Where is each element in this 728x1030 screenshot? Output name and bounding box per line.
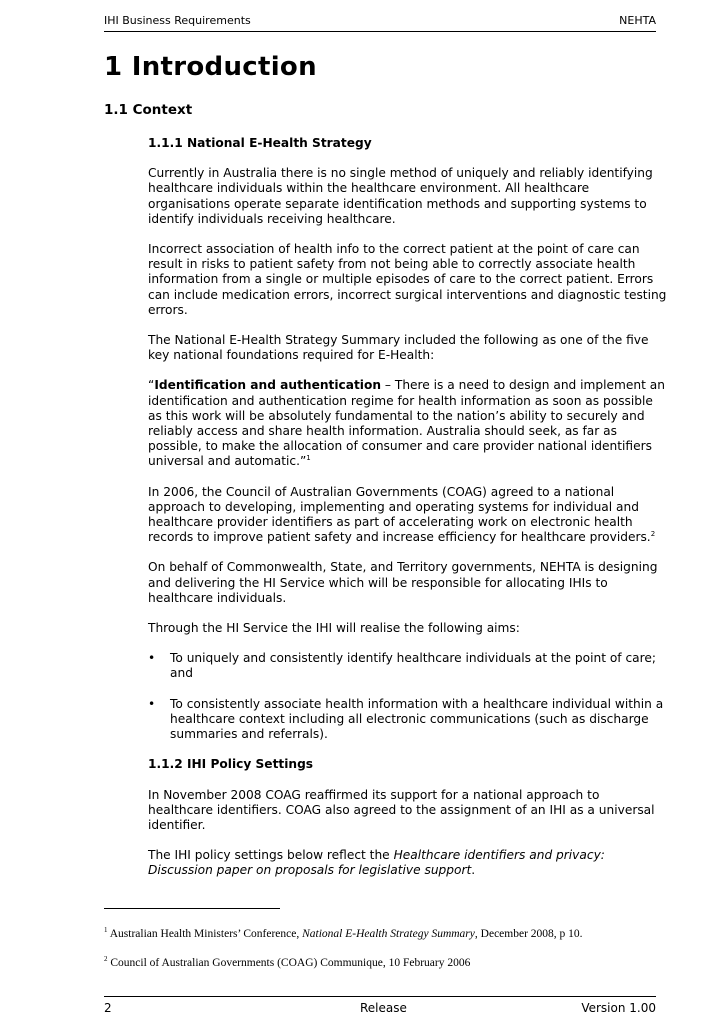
list-item-text: To consistently associate health information with a healthcare individual within a healthcare context including all electronic communications (such as discharge summaries and referrals). [170,696,664,742]
page-footer [104,996,656,1015]
quote-open-mark: “ [148,378,155,393]
paragraph: Currently in Australia there is no single method of uniquely and reliably identifying healthcare individuals within the healthcare environment. All healthcare organisations operate separate identification methods and supporting systems to identify individuals receiving healthcare. [148,166,653,226]
footnote-number: 2 [104,955,108,964]
paragraph-italic-title: Healthcare identifiers and privacy: Discussion paper on proposals for legislative support [148,848,605,878]
paragraph-text-end: . [471,863,476,878]
footnote-divider [104,908,280,909]
footnote-text: Council of Australian Governments (COAG) Communique, 10 February 2006 [107,957,471,969]
bullet-icon: • [148,651,156,666]
list-item [148,651,668,681]
heading-ihi-policy-settings: 1.1.2 IHI Policy Settings [148,757,314,772]
paragraph [148,848,668,878]
page-number: 2 [104,1001,112,1015]
heading-ehealth-strategy: 1.1.1 National E-Health Strategy [148,136,372,150]
quote-bold-term: Identification and authentication [154,378,382,393]
heading-context: 1.1 Context [104,102,193,118]
paragraph: Incorrect association of health info to the correct patient at the point of care can result in risks to patient safety from not being able to correctly associate health information from a single or multiple episodes of care to the correct patient. Errors can include medication errors, incorrect surgical interventions and diagnostic testing errors. [148,242,667,317]
paragraph-text: The IHI policy settings below reflect the [148,848,394,863]
footnote-text: Australian Health Ministers’ Conference, [107,928,303,940]
list-item [148,697,668,743]
footnote-italic-title: National E-Health Strategy Summary [302,928,475,940]
page-header [104,14,656,32]
paragraph-text: In 2006, the Council of Australian Governments (COAG) agreed to a national approach to developing, implementing and operating systems for individual and healthcare provider identifiers as part of accelerating work on electronic health records to improve patient safety and increase efficiency for healthcare providers. [148,484,651,545]
footnote-text-end: , December 2008, p 10. [474,928,583,940]
paragraph: The National E-Health Strategy Summary included the following as one of the five key national foundations required for E-Health: [148,333,649,363]
version-label: Version 1.00 [581,1001,656,1015]
footnote-2 [104,957,470,969]
aims-list [148,651,668,742]
release-status: Release [360,1001,407,1015]
bullet-icon: • [148,696,156,711]
footnote-1 [104,928,583,940]
list-item-text: To uniquely and consistently identify healthcare individuals at the point of care; and [170,651,656,681]
paragraph: In November 2008 COAG reaffirmed its support for a national approach to healthcare identifiers. COAG also agreed to the assignment of an IHI as a universal identifier. [148,787,655,832]
paragraph: On behalf of Commonwealth, State, and Territory governments, NEHTA is designing and delivering the HI Service which will be responsible for allocating IHIs to healthcare individuals. [148,560,658,605]
paragraph [148,485,668,546]
header-org: NEHTA [619,14,656,27]
header-doc-title: IHI Business Requirements [104,14,251,27]
heading-introduction: 1 Introduction [104,52,317,82]
paragraph: Through the HI Service the IHI will realise the following aims: [148,621,520,636]
quote-text: – There is a need to design and implement an identification and authentication regime for health information as soon as possible as this work will be absolutely fundamental to the nation’s ability to securely and reliably access and share health information. Australia should seek, as far as possible, to make the allocation of consumer and care provider national identifiers universal and automatic.” [148,378,665,469]
block-quote [148,378,668,469]
footnote-ref-1[interactable]: 1 [306,454,311,463]
footnote-number: 1 [104,926,108,935]
footnote-ref-2[interactable]: 2 [650,530,656,539]
body-text [148,136,668,894]
